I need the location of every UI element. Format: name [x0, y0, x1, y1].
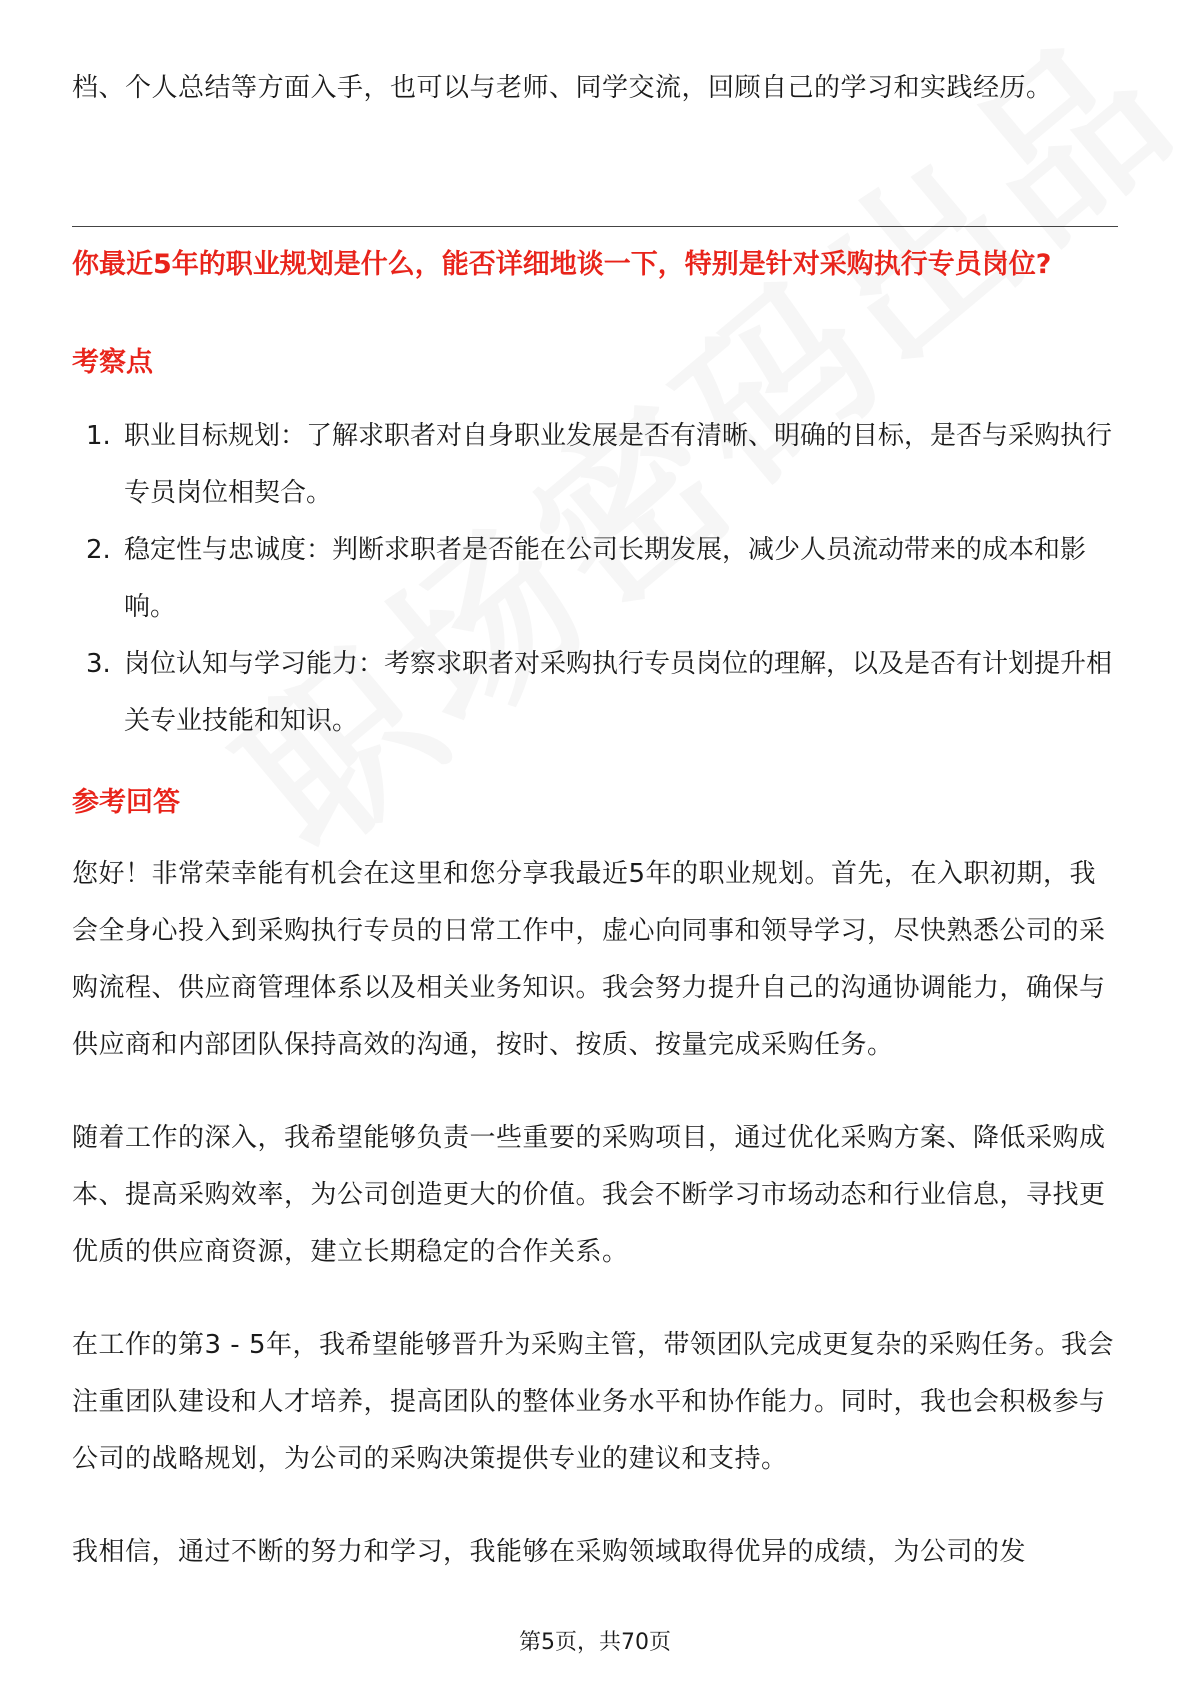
examine-points-title: 考察点 — [72, 347, 153, 378]
list-item-text: 岗位认知与学习能力：考察求职者对采购执行专员岗位的理解，以及是否有计划提升相关专业技能和知识。 — [124, 649, 1113, 736]
answer-body — [72, 846, 1118, 1617]
answer-paragraph: 我相信，通过不断的努力和学习，我能够在采购领域取得优异的成绩，为公司的发 — [72, 1537, 1027, 1567]
answer-paragraph: 您好！非常荣幸能有机会在这里和您分享我最近5年的职业规划。首先，在入职初期，我会全身心投入到采购执行专员的日常工作中，虚心向同事和领导学习，尽快熟悉公司的采购流程、供应商管理体系以及相关业务知识。我会努力提升自己的沟通协调能力，确保与供应商和内部团队保持高效的沟通，按时、按质、按量完成采购任务。 — [72, 859, 1106, 1060]
list-item-number: 2. — [86, 535, 111, 565]
list-item — [72, 636, 1118, 750]
document-page — [72, 0, 1118, 1684]
section-divider — [72, 226, 1118, 227]
page-footer: 第5页，共70页 — [519, 1630, 671, 1655]
question-heading: 你最近5年的职业规划是什么，能否详细地谈一下，特别是针对采购执行专员岗位? — [72, 249, 1052, 280]
answer-paragraph: 在工作的第3 - 5年，我希望能够晋升为采购主管，带领团队完成更复杂的采购任务。我会注重团队建设和人才培养，提高团队的整体业务水平和协作能力。同时，我也会积极参与公司的战略规划，为公司的采购决策提供专业的建议和支持。 — [72, 1330, 1114, 1474]
list-item-number: 1. — [86, 421, 111, 451]
answer-paragraph: 随着工作的深入，我希望能够负责一些重要的采购项目，通过优化采购方案、降低采购成本、提高采购效率，为公司创造更大的价值。我会不断学习市场动态和行业信息，寻找更优质的供应商资源，建立长期稳定的合作关系。 — [72, 1123, 1106, 1267]
list-item — [72, 522, 1118, 636]
list-item — [72, 408, 1118, 522]
examine-points-list — [72, 408, 1118, 750]
list-item-text: 职业目标规划：了解求职者对自身职业发展是否有清晰、明确的目标，是否与采购执行专员岗位相契合。 — [124, 421, 1113, 508]
intro-paragraph: 档、个人总结等方面入手，也可以与老师、同学交流，回顾自己的学习和实践经历。 — [72, 73, 1053, 103]
list-item-number: 3. — [86, 649, 111, 679]
list-item-text: 稳定性与忠诚度：判断求职者是否能在公司长期发展，减少人员流动带来的成本和影响。 — [124, 535, 1087, 622]
reference-answer-title: 参考回答 — [72, 787, 180, 818]
